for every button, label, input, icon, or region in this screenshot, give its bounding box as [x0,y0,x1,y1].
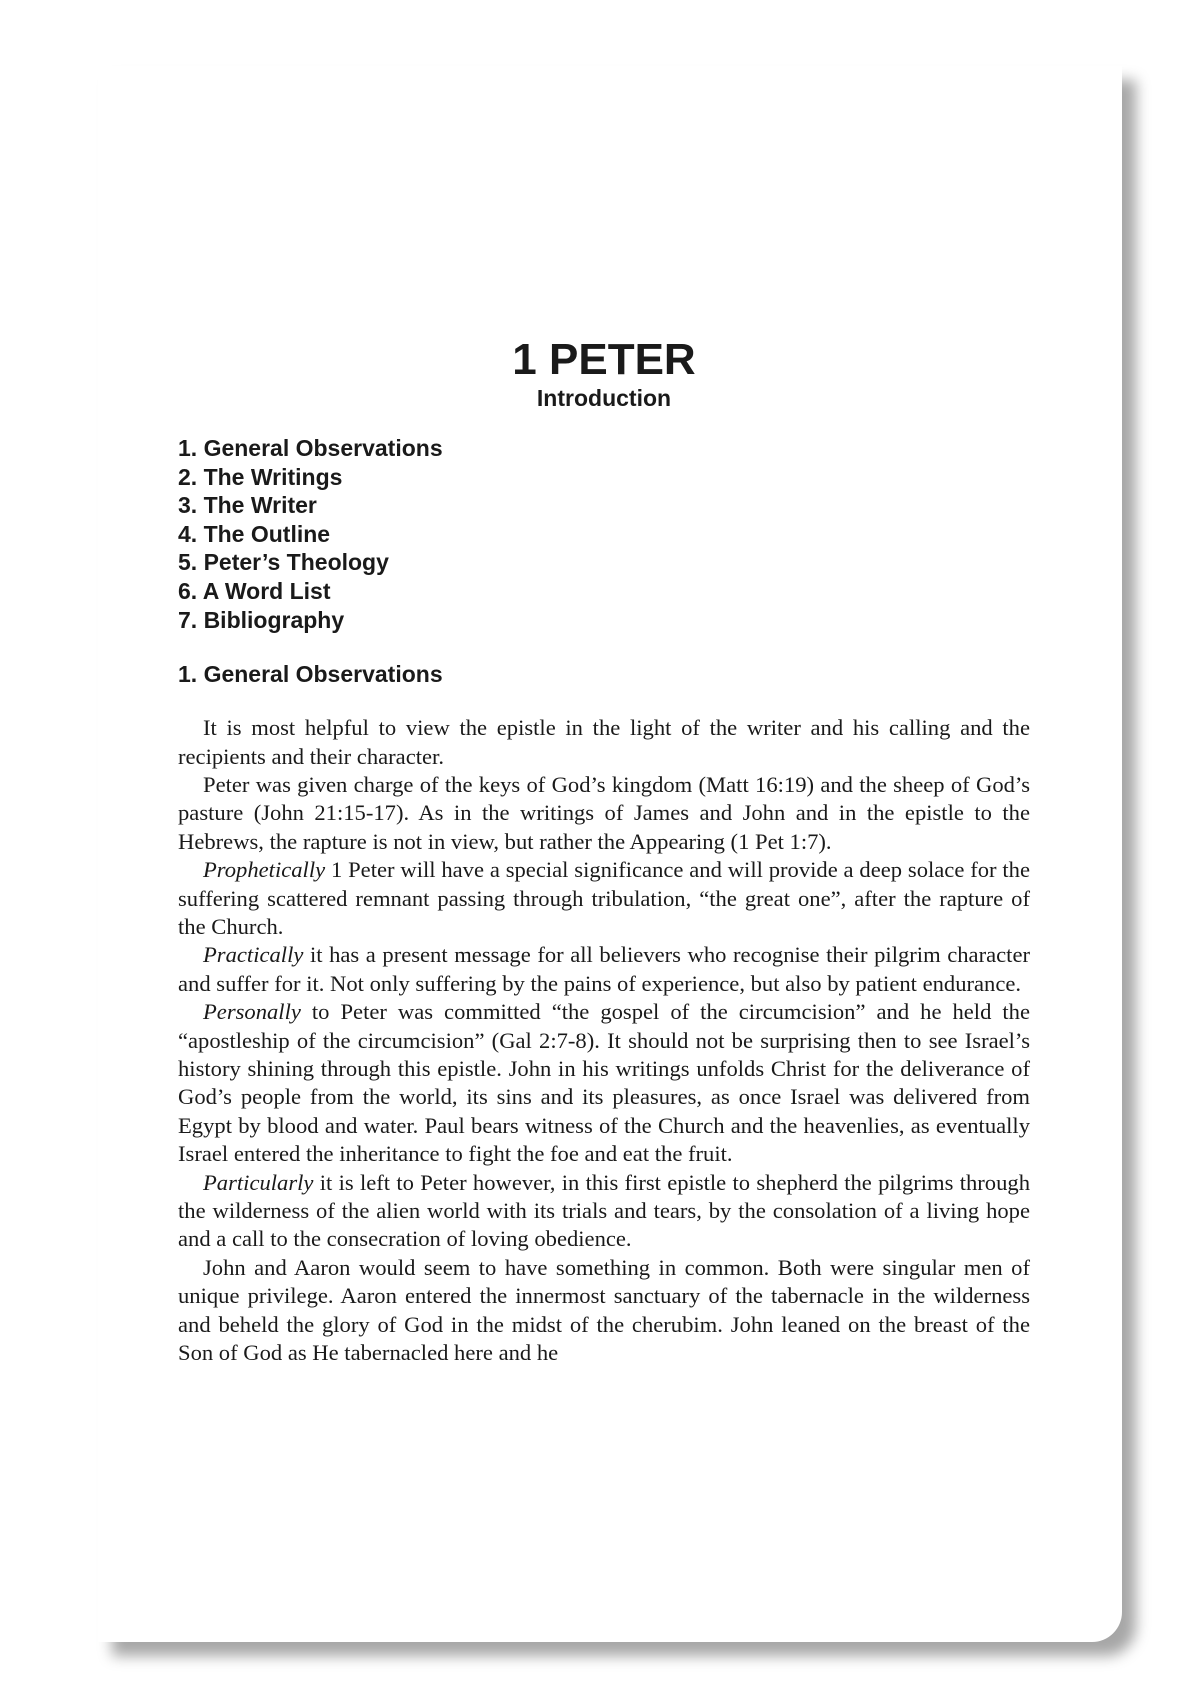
paragraph-text: it has a present message for all believers who recognise their pilgrim character and suffer for it. Not only suffering by the pains of experience, but also by patient endurance. [178,942,1030,996]
paragraph-text: It is most helpful to view the epistle in the light of the writer and his calling and the recipients and their character. [178,715,1030,769]
document-page [98,66,1122,1642]
paragraph-lead-word: Personally [203,999,301,1025]
paragraph-text: it is left to Peter however, in this first epistle to shepherd the pilgrims through the wilderness of the alien world with its trials and tears, by the consolation of a living hope and a call to the consecration of loving obedience. [178,1169,1030,1252]
table-of-contents [178,434,1030,634]
paragraph [178,1254,1030,1368]
paragraph [178,998,1030,1168]
toc-item-word-list: 6. A Word List [178,577,331,604]
page-title: 1 PETER [512,335,696,384]
toc-item-the-writings: 2. The Writings [178,463,343,490]
toc-item-peters-theology: 5. Peter’s Theology [178,549,389,576]
paragraph [178,771,1030,856]
paragraph [178,1169,1030,1254]
page-subtitle: Introduction [536,385,672,411]
paragraph-text: John and Aaron would seem to have something in common. Both were singular men of unique privilege. Aaron entered the innermost sanctuary of the tabernacle in the wilderness and beheld the glory of God in the midst of the cherubim. John leaned on the breast of the Son of God as He tabernacled here and he [178,1254,1030,1366]
toc-item-the-outline: 4. The Outline [178,520,331,547]
paragraph-lead-word: Practically [203,942,304,968]
paragraph-text: Peter was given charge of the keys of God’s kingdom (Matt 16:19) and the sheep of God’s pasture (John 21:15-17). As in the writings of James and John and in the epistle to the Hebrews, the rapture is not in view, but rather the Appearing (1 Pet 1:7). [178,771,1030,854]
page-content [178,336,1030,1368]
toc-item-general-observations: 1. General Observations [178,435,443,461]
paragraph-text: to Peter was committed “the gospel of the circumcision” and he held the “apostleship of the circumcision” (Gal 2:7-8). It should not be surprising then to see Israel’s history shining through this epistle. John in his writings unfolds Christ for the deliverance of God’s people from the world, its sins and its pleasures, as once Israel was delivered from Egypt by blood and water. Paul bears witness of the Church and the heavenlies, as eventually Israel entered the inheritance to fight the foe and eat the fruit. [178,999,1030,1167]
paragraph [178,714,1030,771]
paragraph-lead-word: Particularly [203,1169,314,1195]
toc-item-the-writer: 3. The Writer [178,492,317,519]
paragraph-text: 1 Peter will have a special significance and will provide a deep solace for the suffering scattered remnant passing through tribulation, “the great one”, after the rapture of the Church. [178,857,1030,939]
section-heading: 1. General Observations [178,661,443,688]
paragraph [178,941,1030,998]
body-text [178,714,1030,1367]
paragraph [178,856,1030,941]
paragraph-lead-word: Prophetically [203,857,326,883]
toc-item-bibliography: 7. Bibliography [178,606,345,633]
